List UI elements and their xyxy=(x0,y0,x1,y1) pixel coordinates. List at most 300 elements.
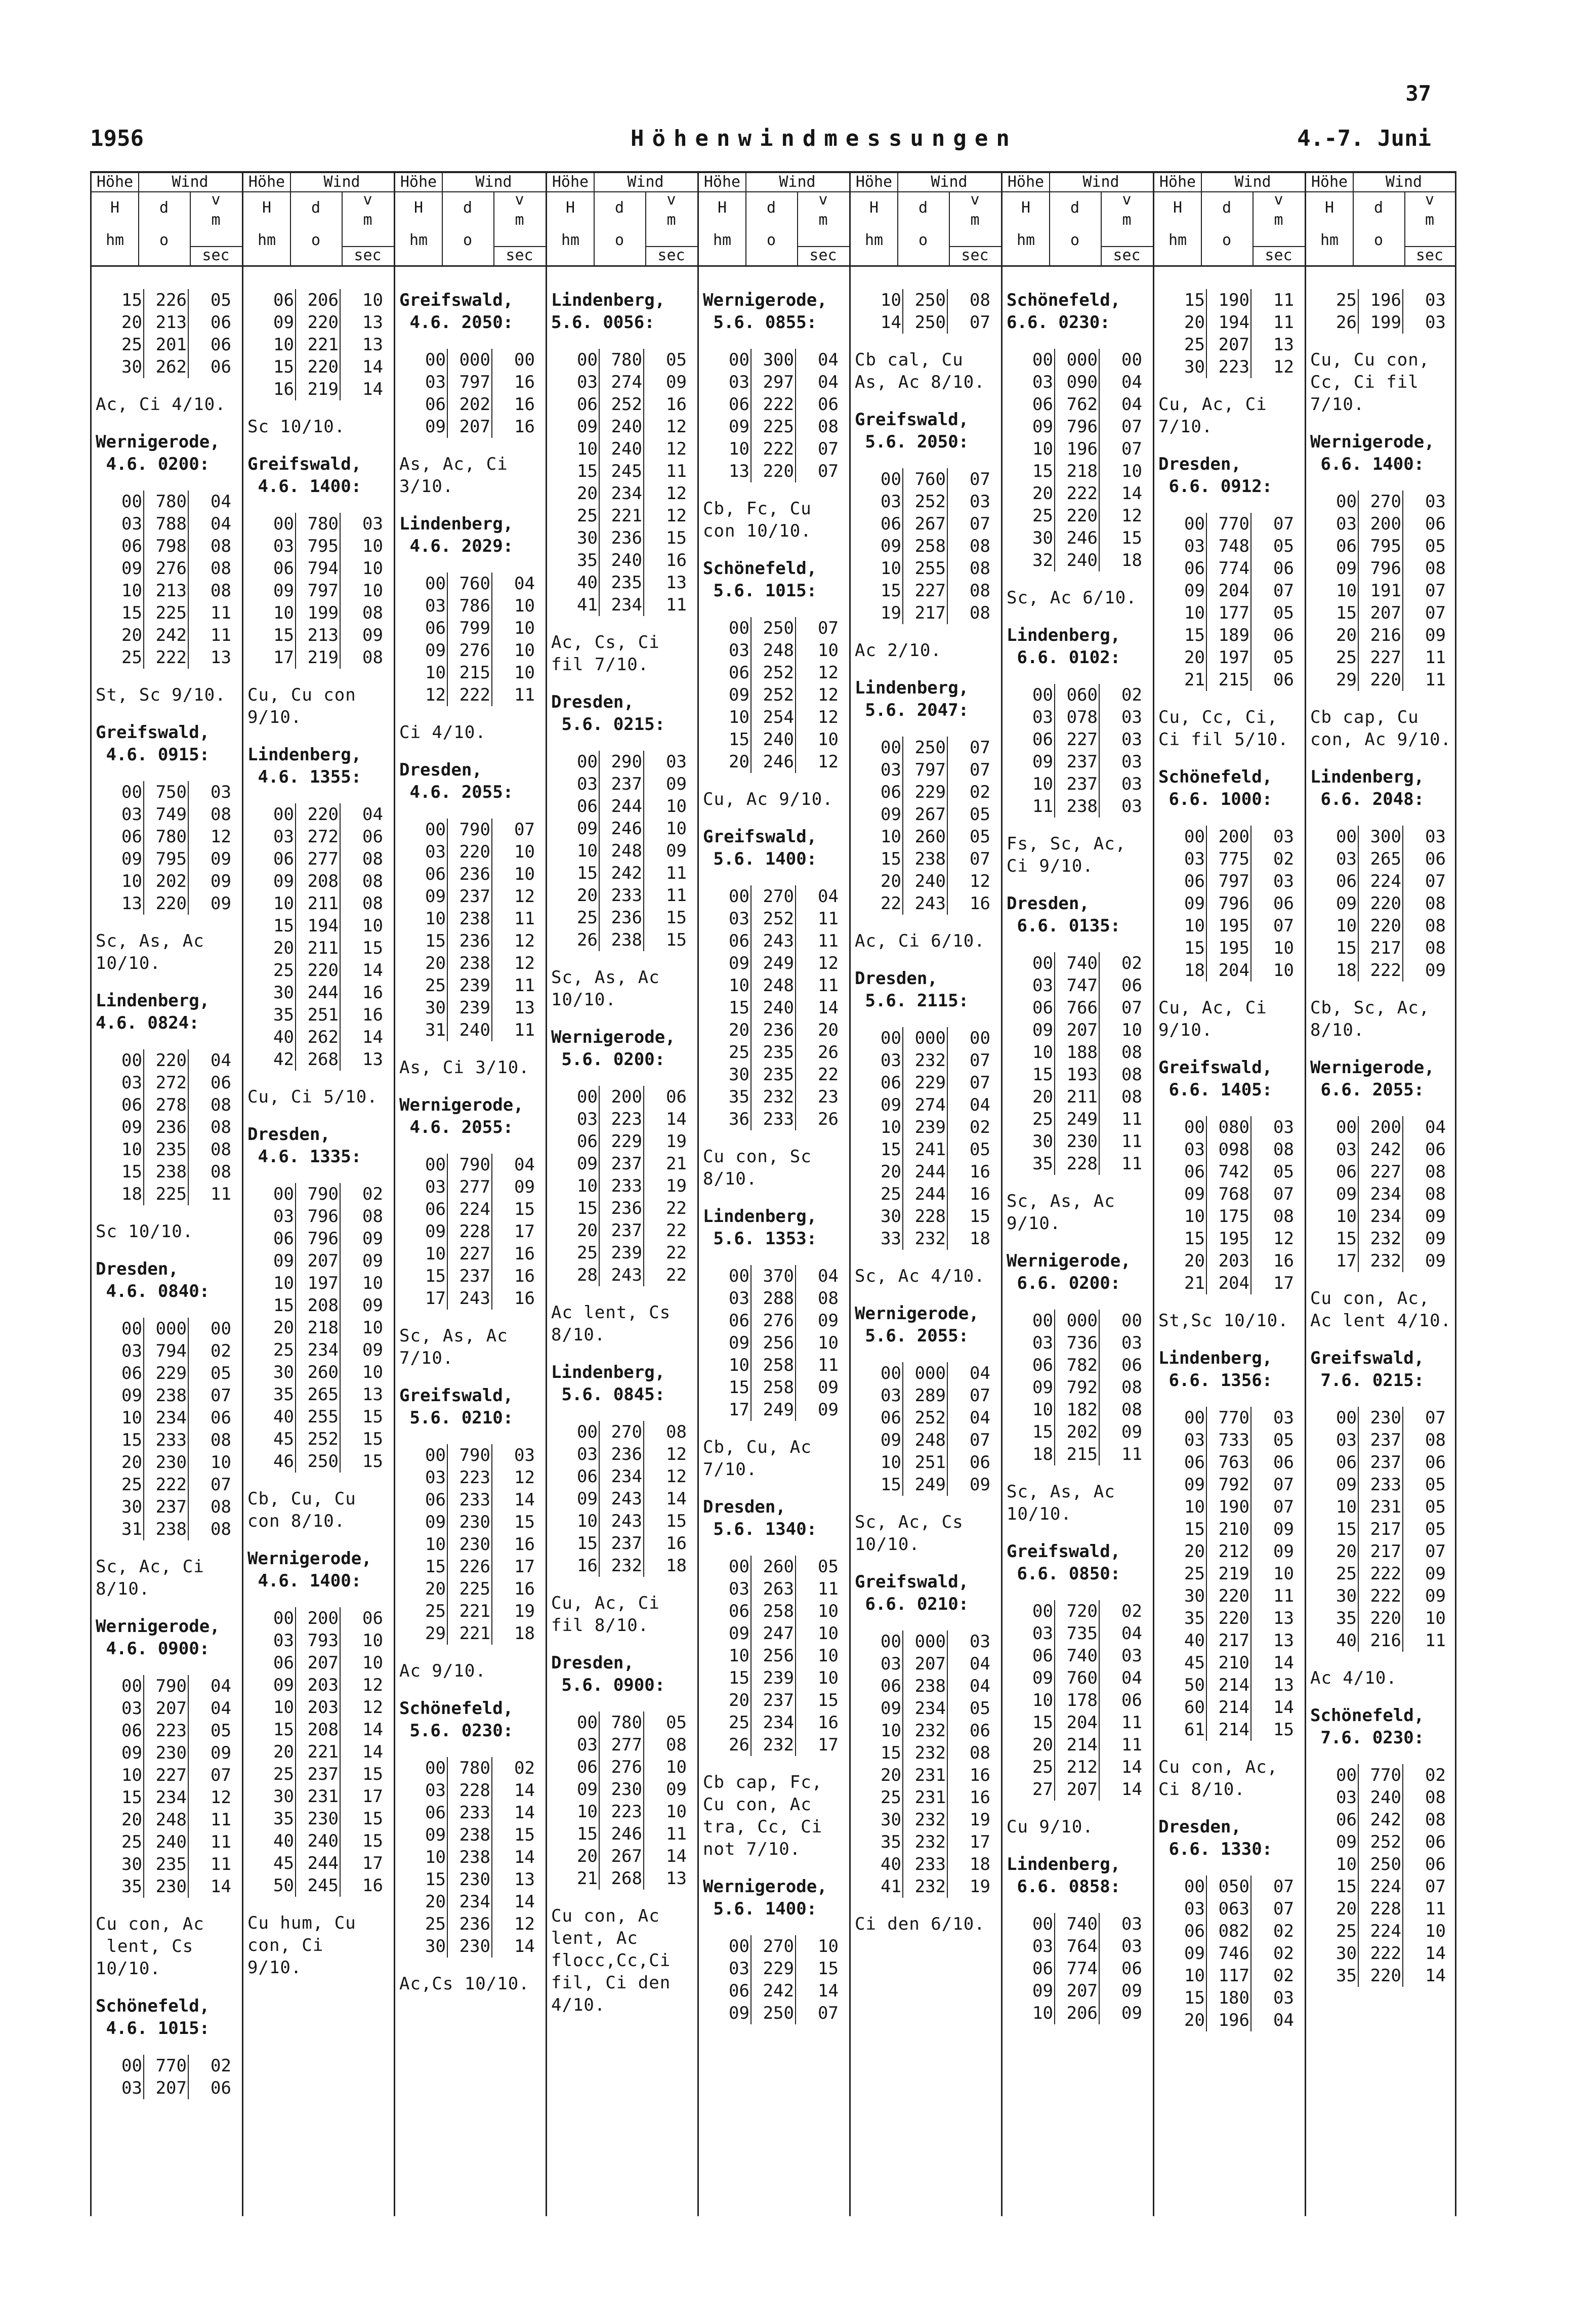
spacer xyxy=(92,1660,242,1675)
table-row xyxy=(851,1764,1001,1786)
wind-table xyxy=(1154,1116,1305,1294)
height-value: 15 xyxy=(1184,1229,1205,1249)
height-value: 10 xyxy=(1032,439,1053,459)
wind-table xyxy=(851,1027,1001,1250)
table-row xyxy=(1154,1629,1305,1652)
header-direction-cell xyxy=(138,191,191,265)
height-value: 35 xyxy=(273,1809,294,1829)
speed-value: 11 xyxy=(211,1854,231,1874)
height-value: 30 xyxy=(1032,1131,1053,1152)
speed-value: 14 xyxy=(666,1846,687,1866)
height-value: 06 xyxy=(881,1073,901,1093)
speed-value: 09 xyxy=(211,871,231,891)
spacer xyxy=(699,1860,849,1875)
direction-value: 262 xyxy=(307,1027,339,1047)
table-row xyxy=(851,1116,1001,1138)
column-header xyxy=(699,173,849,267)
table-row xyxy=(699,952,849,974)
direction-value: 206 xyxy=(1066,2003,1098,2023)
direction-value: 793 xyxy=(307,1630,339,1651)
speed-value: 11 xyxy=(666,1824,687,1844)
speed-value: 08 xyxy=(970,536,990,556)
spacer xyxy=(1003,1294,1153,1310)
direction-value: 256 xyxy=(763,1646,794,1666)
speed-value: 15 xyxy=(666,908,687,928)
table-row xyxy=(1154,1518,1305,1540)
height-value: 30 xyxy=(1184,1586,1205,1606)
height-value: 20 xyxy=(881,871,901,891)
header-hm: hm xyxy=(713,231,732,249)
speed-value: 14 xyxy=(211,1877,231,1897)
station-heading: Lindenberg, 5.6. 2047: xyxy=(855,678,969,720)
header-H: H xyxy=(869,199,879,217)
direction-value: 213 xyxy=(155,581,187,601)
table-row xyxy=(547,527,697,549)
height-value: 00 xyxy=(729,1266,749,1286)
direction-value: 247 xyxy=(763,1623,794,1644)
height-value: 10 xyxy=(577,841,598,861)
height-value: 03 xyxy=(577,1109,598,1129)
spacer xyxy=(1306,334,1455,349)
height-value: 25 xyxy=(273,960,294,981)
height-value: 15 xyxy=(121,1430,142,1450)
cloud-note: Sc, Ac, Ci 8/10. xyxy=(96,1557,204,1599)
table-row xyxy=(1003,1108,1153,1130)
spacer xyxy=(851,1556,1001,1571)
station-heading: Schönefeld, 4.6. 1015: xyxy=(96,1996,210,2038)
speed-value: 12 xyxy=(514,953,535,973)
height-value: 13 xyxy=(121,893,142,914)
height-value: 12 xyxy=(425,685,446,705)
direction-value: 254 xyxy=(763,707,794,727)
speed-value: 10 xyxy=(1273,938,1294,958)
height-value: 03 xyxy=(729,909,749,929)
header-wind: Wind xyxy=(172,173,208,191)
direction-value: 249 xyxy=(914,1475,946,1495)
direction-value: 797 xyxy=(914,760,946,780)
table-row xyxy=(243,982,394,1004)
speed-value: 11 xyxy=(1425,670,1446,690)
spacer xyxy=(1154,691,1305,706)
spacer xyxy=(92,2099,242,2114)
height-value: 15 xyxy=(1032,1422,1053,1442)
speed-value: 12 xyxy=(666,483,687,504)
height-value: 33 xyxy=(881,1229,901,1249)
height-value: 40 xyxy=(273,1407,294,1427)
table-row xyxy=(1154,356,1305,378)
speed-value: 04 xyxy=(514,574,535,594)
height-value: 50 xyxy=(1184,1675,1205,1695)
height-value: 06 xyxy=(1184,871,1205,891)
table-row xyxy=(243,356,394,378)
speed-value: 03 xyxy=(1273,871,1294,891)
direction-value: 222 xyxy=(1370,960,1401,981)
height-value: 06 xyxy=(1336,1162,1357,1182)
table-row xyxy=(1306,1451,1455,1474)
height-value: 09 xyxy=(425,640,446,661)
spacer xyxy=(699,1250,849,1265)
speed-value: 05 xyxy=(1273,603,1294,623)
height-value: 03 xyxy=(577,372,598,392)
height-value: 15 xyxy=(121,1162,142,1182)
table-row xyxy=(851,781,1001,803)
direction-value: 236 xyxy=(611,1198,642,1218)
table-row xyxy=(243,1741,394,1763)
height-value: 15 xyxy=(1184,1519,1205,1539)
station-heading: Lindenberg, 4.6. 1355: xyxy=(247,745,362,787)
spacer xyxy=(547,1577,697,1592)
direction-value: 245 xyxy=(611,461,642,481)
cloud-note: Cu, Ci 5/10. xyxy=(247,1087,378,1107)
direction-value: 232 xyxy=(914,1832,946,1852)
direction-value: 214 xyxy=(1066,1735,1098,1755)
direction-value: 255 xyxy=(914,558,946,579)
speed-value: 12 xyxy=(818,707,839,727)
height-value: 09 xyxy=(1032,417,1053,437)
table-row xyxy=(1306,580,1455,602)
direction-value: 233 xyxy=(611,885,642,906)
direction-value: 770 xyxy=(1218,1408,1249,1428)
height-value: 17 xyxy=(729,1400,749,1420)
direction-value: 223 xyxy=(1218,357,1249,377)
speed-value: 05 xyxy=(818,1557,839,1577)
direction-value: 249 xyxy=(1066,1109,1098,1129)
station-heading: Greifswald, 5.6. 2050: xyxy=(855,410,969,452)
height-value: 00 xyxy=(425,1445,446,1465)
speed-value: 16 xyxy=(666,394,687,415)
direction-value: 749 xyxy=(155,804,187,825)
speed-value: 13 xyxy=(666,573,687,593)
height-value: 09 xyxy=(1032,1668,1053,1688)
wind-table xyxy=(92,781,242,915)
direction-value: 760 xyxy=(914,469,946,490)
height-value: 25 xyxy=(425,1601,446,1621)
height-value: 03 xyxy=(273,536,294,556)
table-row xyxy=(92,1496,242,1518)
height-value: 00 xyxy=(121,492,142,512)
height-value: 09 xyxy=(121,849,142,869)
direction-value: 236 xyxy=(763,1020,794,1040)
header-m: m xyxy=(515,211,524,229)
direction-value: 221 xyxy=(307,335,339,355)
speed-value: 05 xyxy=(211,290,231,310)
header-speed-cell xyxy=(493,191,546,265)
header-direction-cell xyxy=(745,191,798,265)
table-row xyxy=(1306,1474,1455,1496)
height-value: 06 xyxy=(273,558,294,579)
height-value: 06 xyxy=(425,864,446,884)
header-d: d xyxy=(1222,199,1232,217)
speed-value: 07 xyxy=(1273,1899,1294,1919)
height-value: 03 xyxy=(121,1073,142,1093)
direction-value: 243 xyxy=(611,1511,642,1531)
table-row xyxy=(395,1444,546,1466)
direction-value: 733 xyxy=(1218,1430,1249,1450)
speed-value: 11 xyxy=(1273,1586,1294,1606)
height-value: 15 xyxy=(881,1139,901,1160)
header-wind: Wind xyxy=(1234,173,1271,191)
speed-value: 05 xyxy=(970,1139,990,1160)
height-value: 03 xyxy=(881,1050,901,1071)
table-row xyxy=(1154,937,1305,959)
table-row xyxy=(699,639,849,662)
direction-value: 220 xyxy=(307,357,339,377)
table-row xyxy=(699,1287,849,1310)
direction-value: 240 xyxy=(1066,550,1098,570)
header-hoehe: Höhe xyxy=(1306,173,1354,191)
spacer xyxy=(92,1600,242,1615)
direction-value: 232 xyxy=(914,1721,946,1741)
height-value: 09 xyxy=(1184,1943,1205,1964)
wind-table xyxy=(547,1086,697,1286)
speed-value: 12 xyxy=(514,1467,535,1488)
height-value: 09 xyxy=(1032,1981,1053,2001)
height-value: 25 xyxy=(1184,1564,1205,1584)
speed-value: 10 xyxy=(666,819,687,839)
direction-value: 232 xyxy=(1370,1251,1401,1271)
spacer xyxy=(1003,334,1153,349)
header-height-cell xyxy=(92,191,139,265)
speed-value: 07 xyxy=(1425,1541,1446,1562)
direction-value: 050 xyxy=(1218,1877,1249,1897)
speed-value: 10 xyxy=(362,536,383,556)
cloud-note: Cu con, Ac lent, Cs 10/10. xyxy=(96,1914,204,1979)
speed-value: 16 xyxy=(970,893,990,914)
height-value: 50 xyxy=(273,1875,294,1896)
wind-table xyxy=(1003,1310,1153,1465)
direction-value: 220 xyxy=(1370,916,1401,936)
table-row xyxy=(547,1823,697,1845)
speed-value: 08 xyxy=(362,849,383,869)
spacer xyxy=(395,267,546,289)
table-row xyxy=(547,1867,697,1890)
table-row xyxy=(1306,1250,1455,1272)
height-value: 30 xyxy=(273,983,294,1003)
cloud-note: Cb cap, Fc, Cu con, Ac tra, Cc, Ci not 7/10. xyxy=(703,1772,823,1859)
height-value: 26 xyxy=(1336,312,1357,333)
speed-value: 07 xyxy=(211,1765,231,1785)
spacer xyxy=(1154,267,1305,289)
table-row xyxy=(1306,1831,1455,1853)
height-value: 17 xyxy=(1336,1251,1357,1271)
height-value: 00 xyxy=(577,1087,598,1107)
height-value: 20 xyxy=(729,1690,749,1710)
height-value: 06 xyxy=(1032,1646,1053,1666)
speed-value: 05 xyxy=(666,1713,687,1733)
direction-value: 229 xyxy=(155,1363,187,1383)
direction-value: 078 xyxy=(1066,707,1098,727)
speed-value: 15 xyxy=(514,1512,535,1532)
speed-value: 06 xyxy=(818,394,839,415)
speed-value: 04 xyxy=(970,1363,990,1383)
wind-table xyxy=(1306,1116,1455,1272)
speed-value: 15 xyxy=(970,1206,990,1227)
table-row xyxy=(395,974,546,997)
height-value: 20 xyxy=(577,1220,598,1241)
direction-value: 204 xyxy=(1218,581,1249,601)
table-row xyxy=(699,1064,849,1086)
direction-value: 237 xyxy=(155,1497,187,1517)
header-degree: o xyxy=(1070,231,1080,249)
speed-value: 08 xyxy=(1121,1087,1142,1107)
header-sec: sec xyxy=(657,247,685,264)
table-row xyxy=(243,1763,394,1785)
table-row xyxy=(92,1786,242,1809)
direction-value: 082 xyxy=(1218,1921,1249,1941)
height-value: 30 xyxy=(1184,357,1205,377)
direction-value: 217 xyxy=(1370,1541,1401,1562)
height-value: 09 xyxy=(273,312,294,333)
speed-value: 08 xyxy=(211,558,231,579)
page-title: Höhenwindmessungen xyxy=(631,126,1018,151)
cloud-note: Ci 4/10. xyxy=(399,722,486,743)
table-row xyxy=(92,892,242,915)
spacer xyxy=(851,915,1001,930)
speed-value: 05 xyxy=(970,1698,990,1719)
height-value: 30 xyxy=(1336,1586,1357,1606)
direction-value: 258 xyxy=(763,1377,794,1398)
speed-value: 04 xyxy=(211,1676,231,1696)
header-sec: sec xyxy=(809,247,837,264)
direction-value: 188 xyxy=(1066,1042,1098,1063)
height-value: 06 xyxy=(121,1721,142,1741)
spacer xyxy=(699,1481,849,1496)
speed-value: 11 xyxy=(211,1184,231,1204)
wind-table xyxy=(1154,1407,1305,1741)
station-heading: Dresden, 6.6. 0135: xyxy=(1007,893,1121,936)
direction-value: 234 xyxy=(155,1787,187,1808)
height-value: 20 xyxy=(1032,1735,1053,1755)
wind-table xyxy=(243,1183,394,1473)
direction-value: 268 xyxy=(307,1049,339,1070)
header-H: H xyxy=(1324,199,1334,217)
height-value: 30 xyxy=(729,1065,749,1085)
speed-value: 10 xyxy=(362,1273,383,1293)
height-value: 15 xyxy=(729,1377,749,1398)
table-row xyxy=(92,513,242,535)
speed-value: 14 xyxy=(514,1936,535,1956)
speed-value: 04 xyxy=(970,1408,990,1428)
height-value: 15 xyxy=(577,1198,598,1218)
table-row xyxy=(1003,549,1153,572)
speed-value: 05 xyxy=(211,1363,231,1383)
table-column xyxy=(242,173,394,2216)
header-top-row xyxy=(1003,173,1153,192)
direction-value: 235 xyxy=(763,1042,794,1063)
height-value: 15 xyxy=(1032,461,1053,481)
header-sec: sec xyxy=(354,247,382,264)
speed-value: 09 xyxy=(1425,625,1446,645)
height-value: 10 xyxy=(1032,2003,1053,2023)
table-row xyxy=(1154,959,1305,982)
header-direction-cell xyxy=(290,191,343,265)
table-row xyxy=(699,1332,849,1354)
table-row xyxy=(851,1653,1001,1675)
speed-value: 07 xyxy=(1273,1475,1294,1495)
table-row xyxy=(851,1027,1001,1049)
table-row xyxy=(851,1831,1001,1853)
wind-table xyxy=(92,2055,242,2099)
table-row xyxy=(395,639,546,662)
speed-value: 22 xyxy=(666,1220,687,1241)
direction-value: 750 xyxy=(155,782,187,802)
direction-value: 240 xyxy=(611,550,642,570)
table-row xyxy=(1306,491,1455,513)
speed-value: 11 xyxy=(818,975,839,996)
column-header xyxy=(1306,173,1455,267)
speed-value: 12 xyxy=(514,886,535,907)
table-row xyxy=(851,1697,1001,1720)
speed-value: 03 xyxy=(1425,492,1446,512)
spacer xyxy=(92,766,242,781)
header-wind: Wind xyxy=(323,173,360,191)
speed-value: 06 xyxy=(1121,1355,1142,1375)
table-row xyxy=(243,1674,394,1696)
height-value: 25 xyxy=(121,1832,142,1852)
speed-value: 11 xyxy=(514,685,535,705)
cloud-note: Sc 10/10. xyxy=(96,1221,194,1242)
direction-value: 238 xyxy=(155,1162,187,1182)
speed-value: 15 xyxy=(666,930,687,950)
speed-value: 02 xyxy=(1425,1765,1446,1785)
speed-value: 10 xyxy=(818,1623,839,1644)
table-row xyxy=(243,1719,394,1741)
spacer xyxy=(1003,572,1153,587)
speed-value: 08 xyxy=(211,1162,231,1182)
spacer xyxy=(92,1898,242,1913)
cloud-note: Cu con, Sc 8/10. xyxy=(703,1147,812,1189)
table-row xyxy=(547,549,697,572)
table-row xyxy=(699,1711,849,1734)
height-value: 06 xyxy=(121,536,142,556)
height-value: 00 xyxy=(881,1028,901,1048)
station-heading: Wernigerode, 5.6. 0200: xyxy=(551,1027,676,1070)
speed-value: 03 xyxy=(1121,1936,1142,1956)
table-row xyxy=(699,908,849,930)
speed-value: 11 xyxy=(818,1355,839,1375)
height-value: 25 xyxy=(273,1764,294,1784)
table-row xyxy=(699,1108,849,1130)
cloud-note: Cu, Ac, Ci 9/10. xyxy=(1158,998,1267,1040)
speed-value: 10 xyxy=(1425,1608,1446,1628)
direction-value: 208 xyxy=(307,1295,339,1316)
direction-value: 212 xyxy=(1066,1757,1098,1777)
height-value: 09 xyxy=(1336,1475,1357,1495)
speed-value: 15 xyxy=(362,1407,383,1427)
direction-value: 207 xyxy=(459,417,490,437)
speed-value: 11 xyxy=(211,1810,231,1830)
table-row xyxy=(1003,684,1153,706)
spacer xyxy=(395,1429,546,1444)
table-row xyxy=(851,289,1001,311)
table-row xyxy=(1154,1585,1305,1607)
table-row xyxy=(1306,1563,1455,1585)
table-row xyxy=(699,728,849,751)
table-row xyxy=(395,371,546,393)
table-column xyxy=(394,173,546,2216)
table-row xyxy=(92,1138,242,1161)
speed-value: 16 xyxy=(970,1184,990,1204)
spacer xyxy=(547,1346,697,1361)
height-value: 10 xyxy=(881,1117,901,1137)
speed-value: 07 xyxy=(1273,916,1294,936)
direction-value: 798 xyxy=(155,536,187,556)
wind-table xyxy=(1003,1600,1153,1801)
table-row xyxy=(92,803,242,826)
wind-table xyxy=(1154,289,1305,378)
station-heading: Greifswald, 6.6. 0850: xyxy=(1007,1541,1121,1584)
spacer xyxy=(1306,1332,1455,1347)
